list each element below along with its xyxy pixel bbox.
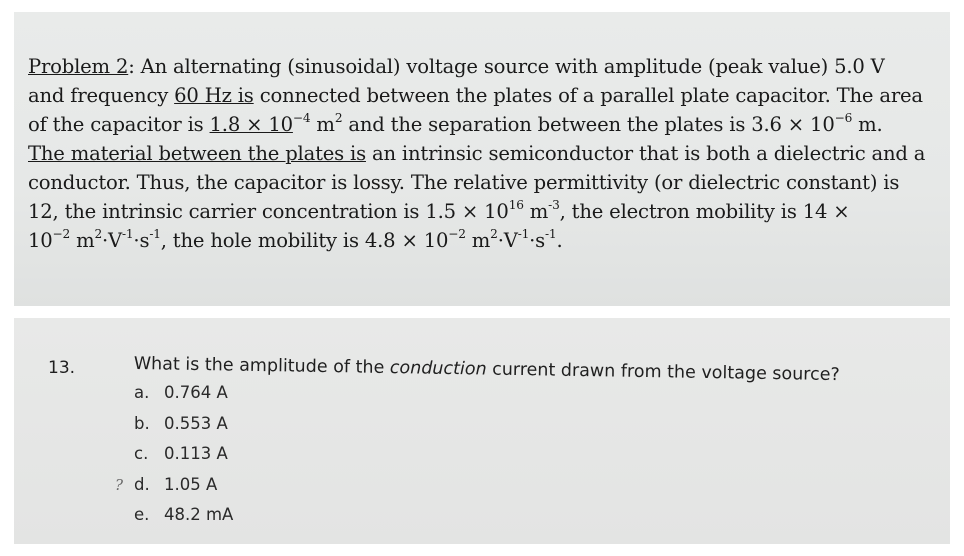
option-c[interactable]: c. 0.113 A (134, 444, 228, 463)
question-text: What is the amplitude of the conduction current drawn from the voltage source? (133, 353, 840, 386)
option-b[interactable]: b. 0.553 A (134, 413, 228, 433)
problem-label: Problem 2 (28, 55, 129, 78)
option-d[interactable]: ? d. 1.05 A (134, 470, 233, 501)
problem-panel (14, 12, 950, 306)
option-e[interactable]: e. 48.2 mA (134, 505, 234, 524)
handwritten-question-mark: ? (115, 475, 124, 494)
problem-statement: Problem 2: An alternating (sinusoidal) voltage source with amplitude (peak value) 5.0 V and frequency 60 Hz is connected between the plates of a parallel plate capacitor. The area of the capacitor is $1.8 \times 10^{-4}$ $m^2$ and the separation between the plates is $3.6 \times 10^{-6}$ m. The material between the plates is an intrinsic semiconductor that is both a dielectric and a conductor. Thus, the capacitor is lossy. The relative permittivity (or dielectric constant) is 12, the intrinsic carrier concentration is $1.5 \times 10^{16}$ $m^{-3}$, the electron mobility is 14 × $10^{-2}$ $m^2\cdot V^{-1}\cdot s^{-1}$, the hole mobility is $4.8 \times 10^{-2}$ $m^2\cdot V^{-1}\cdot s^{-1}$. (28, 55, 926, 252)
question-number: 13. (48, 358, 76, 378)
answer-options (115, 378, 234, 531)
question-panel (14, 318, 950, 544)
option-a[interactable]: a. 0.764 A (134, 383, 228, 402)
